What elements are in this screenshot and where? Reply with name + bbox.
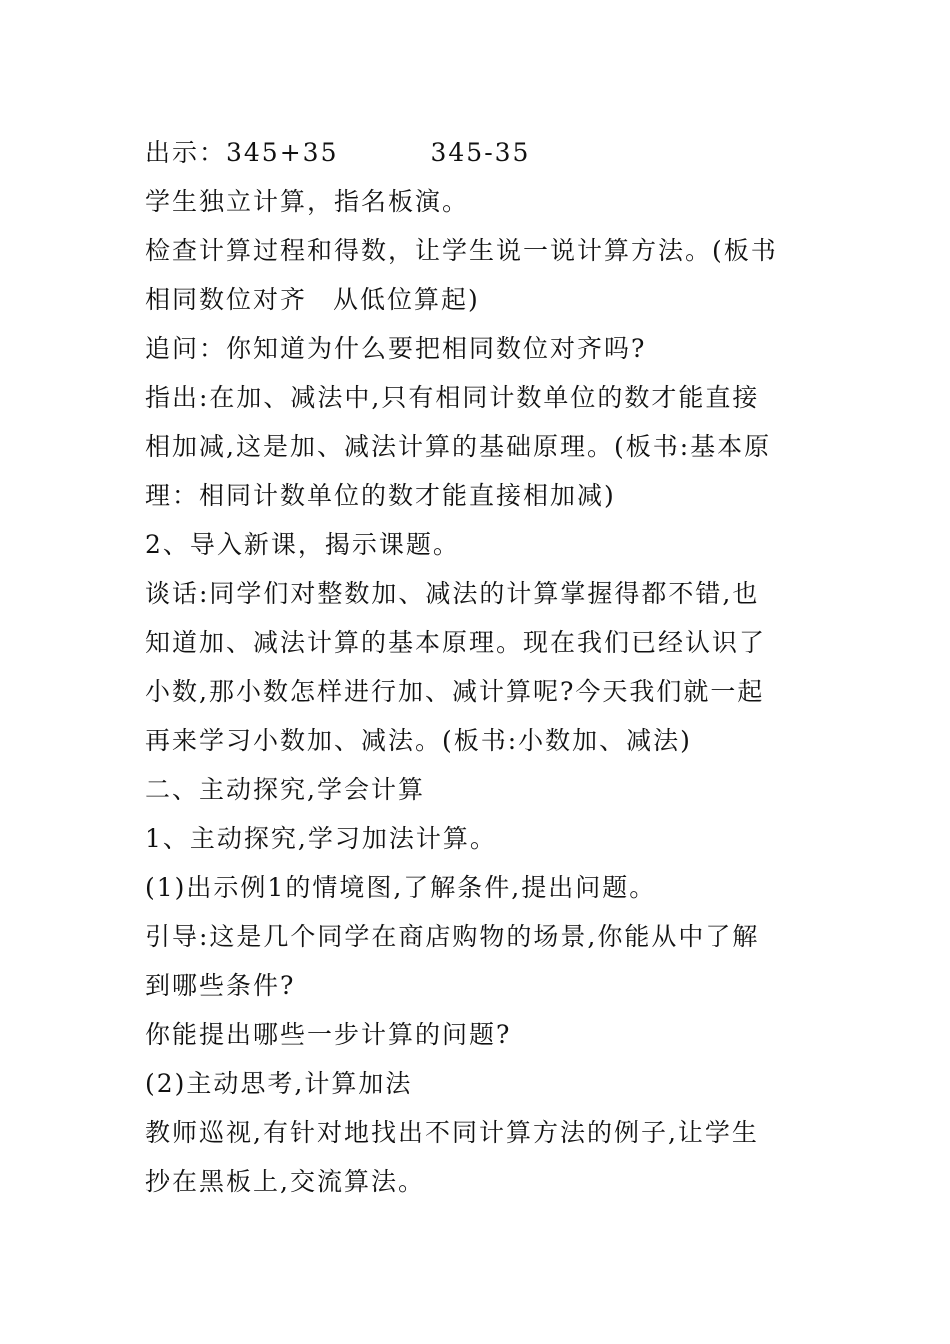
- line-text: 相加减,这是加、减法计算的基础原理。(板书:基本原: [145, 432, 772, 461]
- text-line: [145, 618, 815, 667]
- line-text: (1)出示例1的情境图,了解条件,提出问题。: [145, 873, 657, 902]
- text-line: [145, 275, 815, 324]
- text-line: [145, 226, 815, 275]
- line-text: 到哪些条件?: [145, 971, 296, 1000]
- text-line: [145, 1108, 815, 1157]
- line-text: 1、主动探究,学习加法计算。: [145, 824, 497, 853]
- line-text: 指出:在加、减法中,只有相同计数单位的数才能直接: [145, 383, 760, 412]
- line-text: 出示：345+35: [145, 138, 339, 167]
- text-line: [145, 471, 815, 520]
- text-line: [145, 765, 815, 814]
- line-text-b: 从低位算起): [333, 285, 480, 314]
- line-text: 学生独立计算，指名板演。: [145, 187, 470, 216]
- line-text: 二、主动探究,学会计算: [145, 775, 425, 804]
- text-line: [145, 912, 815, 961]
- line-text: 相同数位对齐: [145, 285, 308, 314]
- text-line: [145, 373, 815, 422]
- text-line: [145, 422, 815, 471]
- line-text: 教师巡视,有针对地找出不同计算方法的例子,让学生: [145, 1118, 759, 1147]
- text-line: [145, 177, 815, 226]
- text-line: [145, 128, 815, 177]
- text-line: [145, 569, 815, 618]
- text-line: [145, 1010, 815, 1059]
- line-text: 再来学习小数加、减法。(板书:小数加、减法): [145, 726, 692, 755]
- text-line: [145, 1157, 815, 1206]
- line-text: 2、导入新课，揭示课题。: [145, 530, 460, 559]
- document-body: [145, 128, 815, 1206]
- text-line: [145, 863, 815, 912]
- line-text-b: 345-35: [430, 138, 531, 167]
- text-line: [145, 324, 815, 373]
- text-line: [145, 1059, 815, 1108]
- text-line: [145, 520, 815, 569]
- text-line: [145, 667, 815, 716]
- line-text: 小数,那小数怎样进行加、减计算呢?今天我们就一起: [145, 677, 765, 706]
- text-line: [145, 961, 815, 1010]
- line-text: 谈话:同学们对整数加、减法的计算掌握得都不错,也: [145, 579, 760, 608]
- line-text: 知道加、减法计算的基本原理。现在我们已经认识了: [145, 628, 767, 657]
- text-line: [145, 716, 815, 765]
- line-text: 引导:这是几个同学在商店购物的场景,你能从中了解: [145, 922, 760, 951]
- line-text: 你能提出哪些一步计算的问题?: [145, 1020, 512, 1049]
- line-text: (2)主动思考,计算加法: [145, 1069, 413, 1098]
- line-text: 检查计算过程和得数，让学生说一说计算方法。(板书: [145, 236, 778, 265]
- line-text: 理：相同计数单位的数才能直接相加减): [145, 481, 616, 510]
- line-text: 追问：你知道为什么要把相同数位对齐吗?: [145, 334, 647, 363]
- line-text: 抄在黑板上,交流算法。: [145, 1167, 425, 1196]
- text-line: [145, 814, 815, 863]
